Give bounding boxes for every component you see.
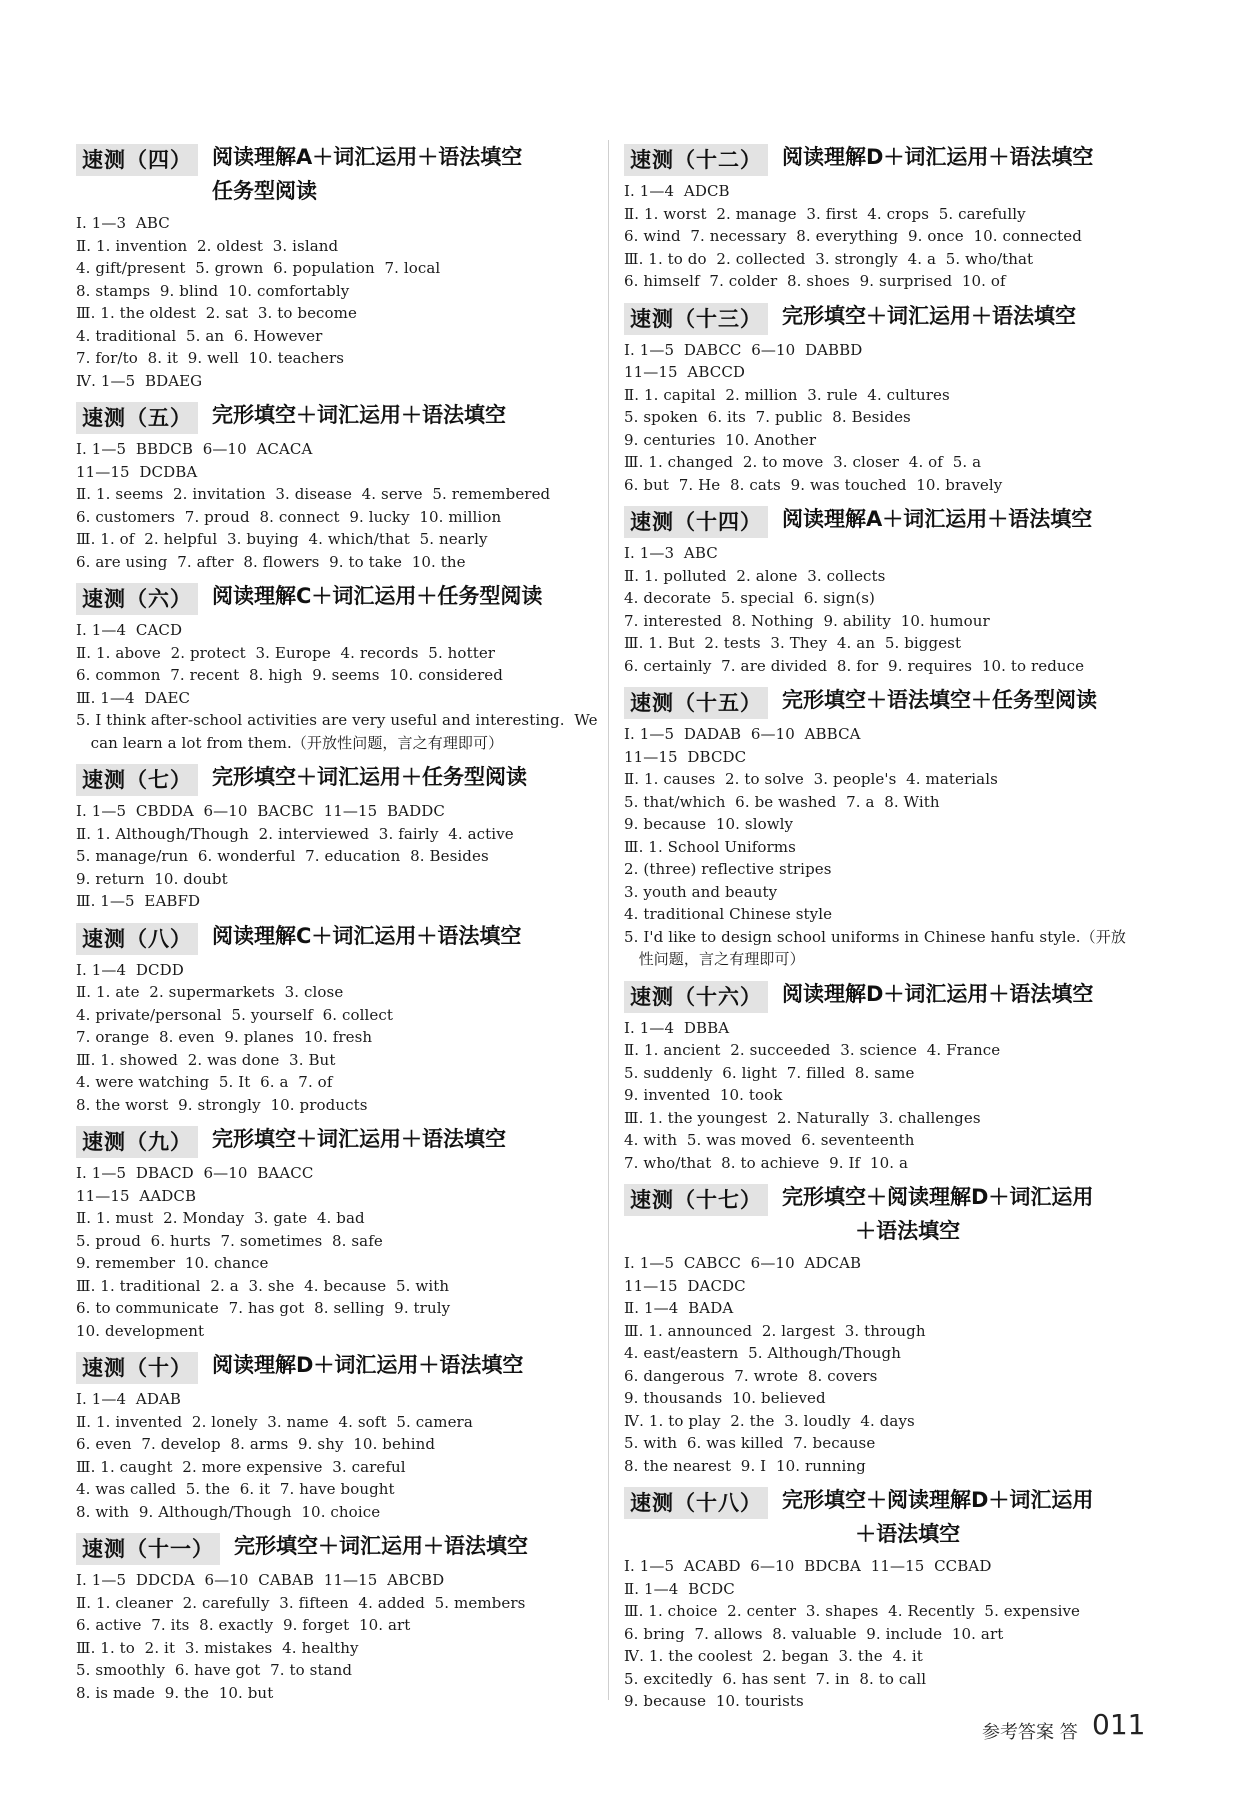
answer-line: 11—15 DBCDC bbox=[624, 747, 747, 766]
answer-section bbox=[624, 502, 1144, 677]
answer-section bbox=[76, 919, 596, 1117]
quiz-badge: 速测（十一） bbox=[76, 1533, 220, 1565]
answer-line: 5. excitedly 6. has sent 7. in 8. to call bbox=[624, 1669, 927, 1688]
answer-section bbox=[624, 977, 1144, 1175]
answer-line: 8. is made 9. the 10. but bbox=[76, 1683, 274, 1702]
answer-line: 6. even 7. develop 8. arms 9. shy 10. behind bbox=[76, 1435, 436, 1453]
quiz-badge: 速测（十八） bbox=[624, 1487, 768, 1519]
answer-line: 9. because 10. tourists bbox=[624, 1692, 804, 1710]
column-divider bbox=[608, 140, 609, 1700]
section-title: 完形填空＋词汇运用＋语法填空 bbox=[782, 303, 1076, 328]
answer-line: 5. spoken 6. its 7. public 8. Besides bbox=[624, 408, 911, 426]
section-header bbox=[76, 1122, 596, 1158]
answer-section bbox=[76, 398, 596, 573]
section-title: 阅读理解C＋词汇运用＋语法填空 bbox=[212, 923, 522, 948]
section-title: 阅读理解D＋词汇运用＋语法填空 bbox=[782, 981, 1094, 1006]
answer-line: Ⅱ. 1—4 BADA bbox=[624, 1299, 734, 1317]
answer-line: Ⅲ. 1. announced 2. largest 3. through bbox=[624, 1321, 926, 1340]
answer-line: 6. common 7. recent 8. high 9. seems 10. considered bbox=[76, 666, 503, 684]
section-header bbox=[76, 919, 596, 955]
answer-line: 3. youth and beauty bbox=[624, 882, 778, 901]
answer-line: 10. development bbox=[76, 1321, 205, 1340]
answer-line: Ⅱ. 1. seems 2. invitation 3. disease 4. serve 5. remembered bbox=[76, 485, 551, 503]
section-header bbox=[76, 1529, 596, 1565]
answer-line: Ⅰ. 1—5 DADAB 6—10 ABBCA bbox=[624, 725, 861, 743]
answer-line: 6. bring 7. allows 8. valuable 9. include 10. art bbox=[624, 1624, 1004, 1643]
answer-section bbox=[76, 140, 596, 392]
section-title: 阅读理解A＋词汇运用＋语法填空 bbox=[782, 507, 1093, 531]
answer-line: can learn a lot from them.（开放性问题，言之有理即可） bbox=[76, 733, 504, 752]
answer-line: 8. the worst 9. strongly 10. products bbox=[76, 1095, 368, 1114]
section-header bbox=[624, 502, 1144, 538]
left-answer-column bbox=[76, 140, 596, 1710]
section-title: 阅读理解C＋词汇运用＋任务型阅读 bbox=[212, 584, 543, 608]
answer-line: 7. who/that 8. to achieve 9. If 10. a bbox=[624, 1153, 908, 1172]
answer-section bbox=[624, 299, 1144, 497]
answer-line: Ⅲ. 1. School Uniforms bbox=[624, 837, 796, 856]
answer-line: 11—15 DCDBA bbox=[76, 462, 198, 481]
answer-line: Ⅱ. 1. Although/Though 2. interviewed 3. fairly 4. active bbox=[76, 824, 514, 843]
answer-line: 5. I'd like to design school uniforms in Chinese hanfu style.（开放 bbox=[624, 927, 1126, 946]
section-title: 阅读理解A＋词汇运用＋语法填空 任务型阅读 bbox=[212, 145, 523, 203]
answer-line: 4. private/personal 5. yourself 6. collect bbox=[76, 1005, 394, 1024]
answer-line: Ⅱ. 1. must 2. Monday 3. gate 4. bad bbox=[76, 1209, 365, 1227]
quiz-badge: 速测（六） bbox=[76, 583, 198, 615]
answer-section bbox=[76, 1122, 596, 1342]
answer-line: 6. dangerous 7. wrote 8. covers bbox=[624, 1366, 878, 1385]
answer-line: Ⅲ. 1. choice 2. center 3. shapes 4. Recently 5. expensive bbox=[624, 1602, 1081, 1620]
section-header bbox=[76, 760, 596, 796]
answer-line: Ⅳ. 1—5 BDAEG bbox=[76, 371, 203, 390]
section-title: 完形填空＋词汇运用＋语法填空 bbox=[212, 1127, 506, 1151]
section-header bbox=[624, 977, 1144, 1013]
answer-line: Ⅰ. 1—5 CABCC 6—10 ADCAB bbox=[624, 1254, 862, 1272]
section-header bbox=[624, 683, 1144, 719]
answer-line: 6. to communicate 7. has got 8. selling 9. truly bbox=[76, 1299, 451, 1317]
quiz-badge: 速测（十六） bbox=[624, 981, 768, 1013]
answer-line: Ⅱ. 1—4 BCDC bbox=[624, 1579, 735, 1598]
answer-line: Ⅱ. 1. ate 2. supermarkets 3. close bbox=[76, 983, 344, 1001]
section-header bbox=[624, 1180, 1144, 1248]
answer-line: Ⅱ. 1. capital 2. million 3. rule 4. cultures bbox=[624, 385, 950, 404]
quiz-badge: 速测（七） bbox=[76, 764, 198, 796]
right-answer-column bbox=[624, 140, 1144, 1719]
answer-line: 7. for/to 8. it 9. well 10. teachers bbox=[76, 349, 345, 367]
answer-line: Ⅳ. 1. to play 2. the 3. loudly 4. days bbox=[624, 1411, 915, 1430]
quiz-badge: 速测（八） bbox=[76, 923, 198, 955]
answer-line: Ⅱ. 1. polluted 2. alone 3. collects bbox=[624, 566, 886, 585]
answer-line: Ⅰ. 1—5 DBACD 6—10 BAACC bbox=[76, 1164, 314, 1182]
answer-line: 8. stamps 9. blind 10. comfortably bbox=[76, 281, 350, 300]
answer-line: 6. active 7. its 8. exactly 9. forget 10. art bbox=[76, 1616, 411, 1634]
answer-line: Ⅰ. 1—5 ACABD 6—10 BDCBA 11—15 CCBAD bbox=[624, 1557, 992, 1575]
answer-line: Ⅰ. 1—5 BBDCB 6—10 ACACA bbox=[76, 440, 313, 458]
quiz-badge: 速测（十二） bbox=[624, 144, 768, 176]
page-number: 011 bbox=[1092, 1708, 1146, 1741]
section-header bbox=[76, 140, 596, 208]
answer-section bbox=[76, 1529, 596, 1704]
answer-line: Ⅱ. 1. cleaner 2. carefully 3. fifteen 4. added 5. members bbox=[76, 1593, 526, 1612]
answer-line: 5. manage/run 6. wonderful 7. education 8. Besides bbox=[76, 847, 489, 865]
answer-line: Ⅰ. 1—4 DCDD bbox=[76, 960, 184, 979]
answer-line: 5. suddenly 6. light 7. filled 8. same bbox=[624, 1063, 915, 1082]
answer-line: Ⅱ. 1. ancient 2. succeeded 3. science 4. France bbox=[624, 1041, 1001, 1059]
section-title: 完形填空＋阅读理解D＋词汇运用 ＋语法填空 bbox=[782, 1488, 1094, 1546]
answer-line: Ⅲ. 1—5 EABFD bbox=[76, 892, 201, 910]
answer-line: Ⅰ. 1—4 ADCB bbox=[624, 182, 730, 200]
quiz-badge: 速测（十三） bbox=[624, 303, 768, 335]
answer-line: Ⅲ. 1. of 2. helpful 3. buying 4. which/that 5. nearly bbox=[76, 530, 488, 548]
quiz-badge: 速测（五） bbox=[76, 402, 198, 434]
answer-line: Ⅲ. 1. traditional 2. a 3. she 4. because 5. with bbox=[76, 1276, 450, 1295]
answer-line: 4. gift/present 5. grown 6. population 7. local bbox=[76, 259, 441, 277]
answer-line: 性问题，言之有理即可） bbox=[624, 950, 805, 968]
quiz-badge: 速测（十七） bbox=[624, 1184, 768, 1216]
answer-line: Ⅳ. 1. the coolest 2. began 3. the 4. it bbox=[624, 1647, 923, 1665]
answer-line: Ⅰ. 1—4 CACD bbox=[76, 621, 183, 639]
answer-line: 8. the nearest 9. I 10. running bbox=[624, 1456, 866, 1475]
quiz-badge: 速测（九） bbox=[76, 1126, 198, 1158]
answer-line: Ⅲ. 1. the oldest 2. sat 3. to become bbox=[76, 304, 357, 322]
answer-line: 9. return 10. doubt bbox=[76, 869, 228, 888]
quiz-badge: 速测（十） bbox=[76, 1352, 198, 1384]
answer-line: Ⅲ. 1. changed 2. to move 3. closer 4. of 5. a bbox=[624, 453, 982, 471]
answer-line: 9. because 10. slowly bbox=[624, 815, 794, 833]
answer-line: 6. but 7. He 8. cats 9. was touched 10. bravely bbox=[624, 475, 1003, 494]
answer-section bbox=[624, 140, 1144, 293]
answer-section bbox=[624, 1483, 1144, 1713]
answer-line: 5. with 6. was killed 7. because bbox=[624, 1434, 876, 1452]
answer-line: 4. traditional Chinese style bbox=[624, 905, 833, 923]
answer-line: 6. certainly 7. are divided 8. for 9. requires 10. to reduce bbox=[624, 656, 1085, 675]
answer-line: 4. were watching 5. It 6. a 7. of bbox=[76, 1073, 333, 1091]
answer-line: Ⅰ. 1—4 DBBA bbox=[624, 1018, 730, 1037]
answer-line: 5. I think after-school activities are very useful and interesting. We bbox=[76, 711, 598, 729]
section-title: 完形填空＋阅读理解D＋词汇运用 ＋语法填空 bbox=[782, 1185, 1094, 1243]
answer-line: Ⅲ. 1. But 2. tests 3. They 4. an 5. biggest bbox=[624, 634, 962, 652]
section-title: 完形填空＋词汇运用＋任务型阅读 bbox=[212, 765, 527, 789]
answer-line: 5. that/which 6. be washed 7. a 8. With bbox=[624, 792, 940, 811]
answer-section bbox=[624, 683, 1144, 971]
answer-line: 5. proud 6. hurts 7. sometimes 8. safe bbox=[76, 1231, 383, 1250]
quiz-badge: 速测（十五） bbox=[624, 687, 768, 719]
answer-line: Ⅱ. 1. causes 2. to solve 3. people's 4. materials bbox=[624, 770, 998, 788]
answer-line: 7. interested 8. Nothing 9. ability 10. humour bbox=[624, 611, 990, 630]
answer-line: 9. centuries 10. Another bbox=[624, 430, 817, 449]
answer-line: 6. himself 7. colder 8. shoes 9. surprised 10. of bbox=[624, 272, 1006, 290]
section-title: 完形填空＋词汇运用＋语法填空 bbox=[212, 403, 506, 427]
section-header bbox=[76, 579, 596, 615]
answer-section bbox=[76, 760, 596, 913]
answer-line: Ⅰ. 1—5 DDCDA 6—10 CABAB 11—15 ABCBD bbox=[76, 1571, 445, 1589]
answer-line: Ⅱ. 1. invented 2. lonely 3. name 4. soft 5. camera bbox=[76, 1412, 473, 1431]
answer-line: 2. (three) reflective stripes bbox=[624, 860, 832, 878]
answer-line: Ⅱ. 1. worst 2. manage 3. first 4. crops 5. carefully bbox=[624, 204, 1026, 223]
quiz-badge: 速测（十四） bbox=[624, 506, 768, 538]
answer-line: 11—15 ABCCD bbox=[624, 363, 746, 381]
section-header bbox=[624, 140, 1144, 176]
answer-line: Ⅲ. 1. to do 2. collected 3. strongly 4. a 5. who/that bbox=[624, 249, 1034, 268]
answer-line: 4. east/eastern 5. Although/Though bbox=[624, 1344, 901, 1362]
answer-line: 9. remember 10. chance bbox=[76, 1254, 269, 1272]
answer-section bbox=[76, 579, 596, 754]
answer-line: Ⅰ. 1—3 ABC bbox=[624, 544, 718, 562]
answer-line: Ⅲ. 1—4 DAEC bbox=[76, 688, 191, 707]
answer-section bbox=[76, 1348, 596, 1523]
answer-line: 6. wind 7. necessary 8. everything 9. once 10. connected bbox=[624, 227, 1082, 245]
footer-label: 参考答案 答 bbox=[982, 1722, 1078, 1743]
answer-line: 7. orange 8. even 9. planes 10. fresh bbox=[76, 1028, 373, 1046]
answer-line: Ⅰ. 1—5 CBDDA 6—10 BACBC 11—15 BADDC bbox=[76, 802, 445, 820]
answer-line: 4. was called 5. the 6. it 7. have bought bbox=[76, 1480, 395, 1498]
answer-line: 6. are using 7. after 8. flowers 9. to take 10. the bbox=[76, 552, 466, 571]
section-title: 阅读理解D＋词汇运用＋语法填空 bbox=[782, 145, 1094, 169]
section-header bbox=[76, 1348, 596, 1384]
answer-line: Ⅰ. 1—3 ABC bbox=[76, 214, 170, 232]
answer-line: Ⅲ. 1. caught 2. more expensive 3. careful bbox=[76, 1457, 406, 1476]
answer-line: Ⅲ. 1. showed 2. was done 3. But bbox=[76, 1050, 336, 1069]
answer-line: 4. with 5. was moved 6. seventeenth bbox=[624, 1131, 915, 1149]
section-title: 完形填空＋词汇运用＋语法填空 bbox=[234, 1534, 528, 1558]
answer-line: Ⅱ. 1. above 2. protect 3. Europe 4. records 5. hotter bbox=[76, 643, 496, 662]
answer-line: 6. customers 7. proud 8. connect 9. lucky 10. million bbox=[76, 507, 502, 526]
answer-line: 8. with 9. Although/Though 10. choice bbox=[76, 1502, 381, 1521]
answer-line: 11—15 AADCB bbox=[76, 1186, 197, 1205]
section-title: 阅读理解D＋词汇运用＋语法填空 bbox=[212, 1353, 524, 1377]
section-header bbox=[76, 398, 596, 434]
answer-line: 9. invented 10. took bbox=[624, 1086, 783, 1104]
section-title: 完形填空＋语法填空＋任务型阅读 bbox=[782, 688, 1097, 712]
answer-line: Ⅲ. 1. to 2. it 3. mistakes 4. healthy bbox=[76, 1638, 359, 1657]
section-header bbox=[624, 299, 1144, 335]
answer-line: 4. traditional 5. an 6. However bbox=[76, 326, 323, 345]
answer-line: 9. thousands 10. believed bbox=[624, 1389, 826, 1407]
quiz-badge: 速测（四） bbox=[76, 144, 198, 176]
answer-line: 5. smoothly 6. have got 7. to stand bbox=[76, 1661, 353, 1679]
answer-section bbox=[624, 1180, 1144, 1477]
answer-line: 4. decorate 5. special 6. sign(s) bbox=[624, 589, 876, 607]
answer-line: 11—15 DACDC bbox=[624, 1276, 746, 1295]
answer-line: Ⅰ. 1—4 ADAB bbox=[76, 1390, 181, 1408]
answer-line: Ⅲ. 1. the youngest 2. Naturally 3. challenges bbox=[624, 1108, 981, 1127]
section-header bbox=[624, 1483, 1144, 1551]
answer-line: Ⅰ. 1—5 DABCC 6—10 DABBD bbox=[624, 340, 863, 359]
answer-line: Ⅱ. 1. invention 2. oldest 3. island bbox=[76, 236, 339, 255]
